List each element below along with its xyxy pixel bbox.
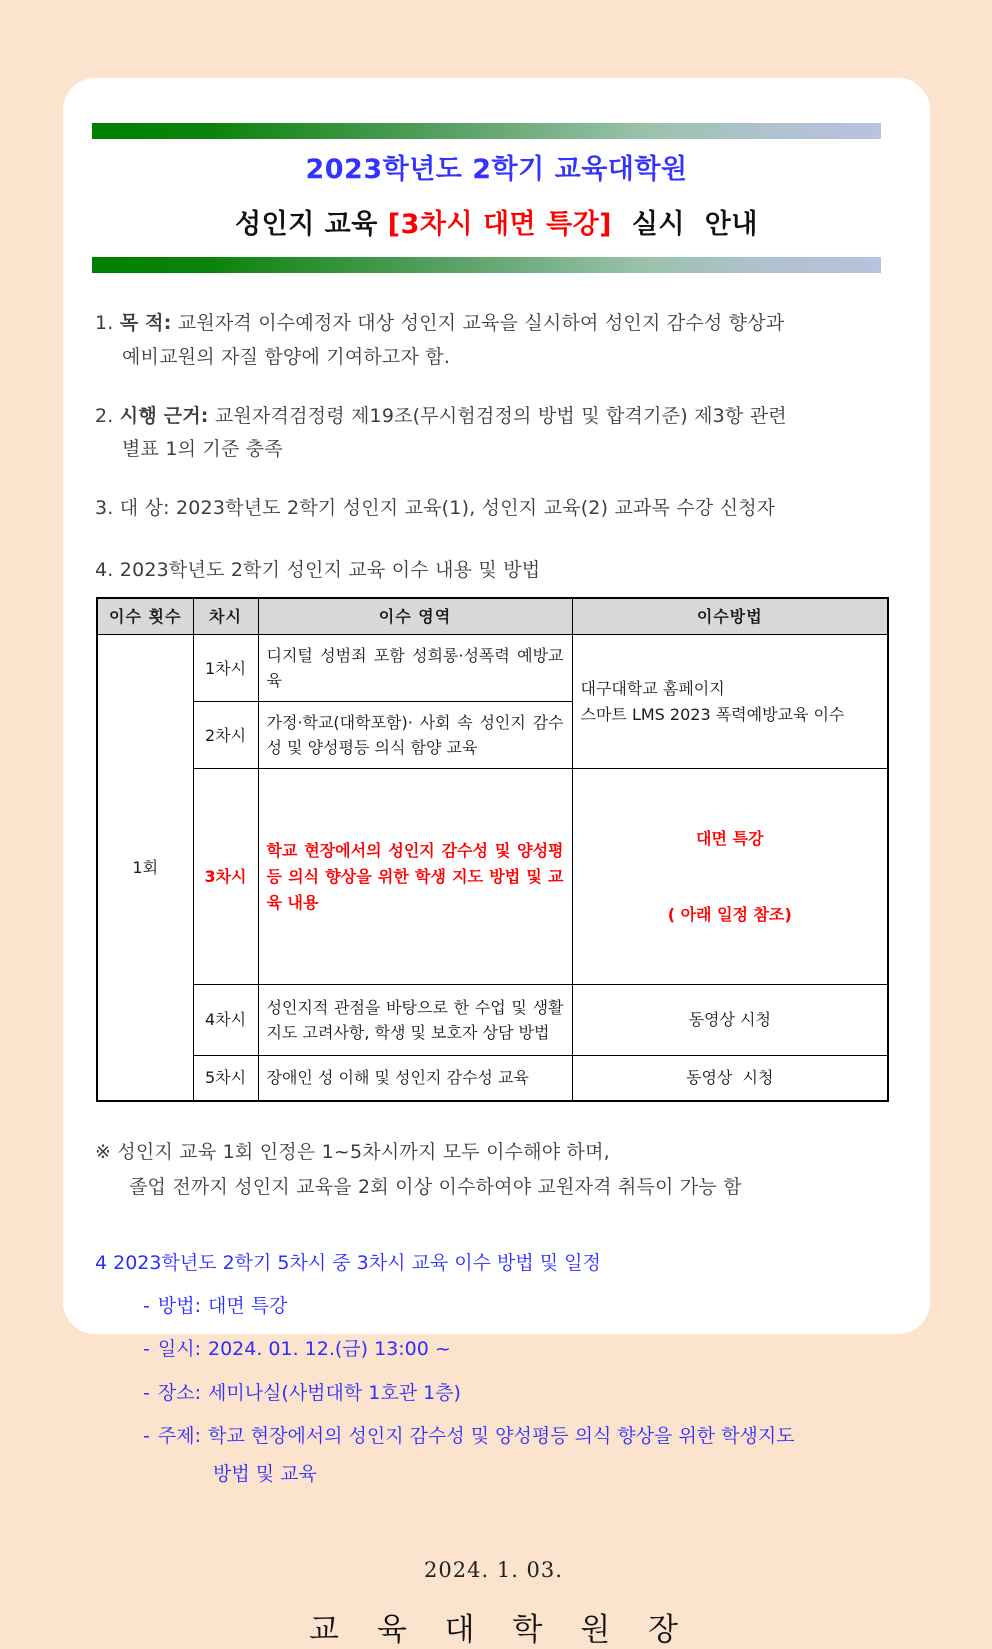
section-purpose xyxy=(95,307,892,375)
session-2-area: 가정·학교(대학포함)· 사회 속 성인지 감수성 및 양성평등 의식 함양 교육 xyxy=(258,702,572,769)
table-row-session-5 xyxy=(97,1056,888,1102)
note-line2: 졸업 전까지 성인지 교육을 2회 이상 이수하여야 교원자격 취득이 가능 함 xyxy=(129,1176,742,1199)
session-4-label: 4차시 xyxy=(193,985,258,1056)
education-completion-table xyxy=(96,597,889,1102)
col-header-area: 이수 영역 xyxy=(258,598,572,635)
schedule-block xyxy=(95,1248,892,1490)
section-basis-line1 xyxy=(95,400,892,434)
session-4-area: 성인지적 관점을 바탕으로 한 수업 및 생활지도 고려사항, 학생 및 보호자 상담 방법 xyxy=(258,985,572,1056)
table-row-session-3 xyxy=(97,769,888,985)
schedule-item-datetime xyxy=(95,1334,892,1364)
section-purpose-line1 xyxy=(95,307,892,341)
document-date: 2024. 1. 03. xyxy=(424,1557,563,1582)
schedule-item-method xyxy=(95,1291,892,1321)
section-target-line1 xyxy=(95,492,892,526)
schedule-item-place xyxy=(95,1378,892,1408)
col-header-session: 차시 xyxy=(193,598,258,635)
header-gradient-bar-top xyxy=(92,123,881,139)
session-1-area: 디지털 성범죄 포함 성희롱·성폭력 예방교육 xyxy=(258,635,572,702)
section-target-label: 대 상: xyxy=(119,497,170,520)
table-row-session-1 xyxy=(97,635,888,702)
signature-title: 교 육 대 학 원 장 xyxy=(309,1611,692,1648)
section-purpose-label: 목 적: xyxy=(119,312,172,334)
section-purpose-number: 1. xyxy=(95,312,114,334)
session-5-label: 5차시 xyxy=(193,1056,258,1102)
section-target-number: 3. xyxy=(95,497,114,520)
method-session-1-2-line1: 대구대학교 홈페이지 xyxy=(580,679,725,699)
section-method-number: 4. xyxy=(95,559,114,582)
section-target-text1: 2023학년도 2학기 성인지 교육(1), 성인지 교육(2) 교과목 수강 신청자 xyxy=(175,497,776,520)
dash-bullet: - xyxy=(143,1294,150,1317)
schedule-item-topic-value: 학교 현장에서의 성인지 감수성 및 양성평등 의식 향상을 위한 학생지도 xyxy=(207,1425,795,1448)
section-target xyxy=(95,492,892,526)
schedule-item-topic-label: 주제: xyxy=(157,1425,201,1448)
session-2-label: 2차시 xyxy=(193,702,258,769)
session-3-area: 학교 현장에서의 성인지 감수성 및 양성평등 의식 향상을 위한 학생 지도 방법 및 교육 내용 xyxy=(258,769,572,985)
document-title-line1: 2023학년도 2학기 교육대학원 xyxy=(305,154,688,185)
dash-bullet: - xyxy=(143,1338,150,1361)
method-session-4: 동영상 시청 xyxy=(572,985,888,1056)
header-gradient-bar-bottom xyxy=(92,257,881,273)
title-line2-suffix: 실시 안내 xyxy=(612,209,758,240)
section-basis-label: 시행 근거: xyxy=(119,404,209,427)
col-header-method: 이수방법 xyxy=(572,598,888,635)
title-line2-prefix: 성인지 교육 xyxy=(235,209,388,240)
section-basis-text2: 별표 1의 기준 충족 xyxy=(122,438,283,461)
method-session-1-2 xyxy=(572,635,888,769)
session-3-label: 3차시 xyxy=(193,769,258,985)
document-title-line2 xyxy=(63,202,930,241)
schedule-heading: 4 2023학년도 2학기 5차시 중 3차시 교육 이수 방법 및 일정 xyxy=(95,1251,601,1274)
section-method-text: 2023학년도 2학기 성인지 교육 이수 내용 및 방법 xyxy=(119,559,541,582)
table-row-session-4 xyxy=(97,985,888,1056)
schedule-item-method-label: 방법: xyxy=(157,1294,201,1317)
section-purpose-text1: 교원자격 이수예정자 대상 성인지 교육을 실시하여 성인지 감수성 향상과 xyxy=(177,312,785,334)
method-session-3 xyxy=(572,769,888,985)
schedule-item-place-value: 세미나실(사범대학 1호관 1층) xyxy=(207,1381,461,1404)
method-session-1-2-line2: 스마트 LMS 2023 폭력예방교육 이수 xyxy=(580,704,845,724)
schedule-item-datetime-label: 일시: xyxy=(157,1338,201,1361)
title-line2-highlight: [3차시 대면 특강] xyxy=(387,209,613,240)
col-header-count: 이수 횟수 xyxy=(97,598,193,635)
session-5-area: 장애인 성 이해 및 성인지 감수성 교육 xyxy=(258,1056,572,1102)
session-1-label: 1차시 xyxy=(193,635,258,702)
schedule-item-method-value: 대면 특강 xyxy=(207,1294,288,1317)
dash-bullet: - xyxy=(143,1381,150,1404)
section-purpose-text2: 예비교원의 자질 함양에 기여하고자 함. xyxy=(122,345,451,368)
method-session-3-line1: 대면 특강 xyxy=(696,828,764,848)
section-basis xyxy=(95,400,892,468)
section-basis-text1: 교원자격검정령 제19조(무시험검정의 방법 및 합격기준) 제3항 관련 xyxy=(214,404,787,427)
schedule-item-topic-value2: 방법 및 교육 xyxy=(213,1463,317,1486)
section-basis-number: 2. xyxy=(95,404,114,427)
section-method-heading-line1 xyxy=(95,554,892,588)
note-line1: ※ 성인지 교육 1회 인정은 1~5차시까지 모두 이수해야 하며, xyxy=(95,1141,610,1164)
table-header-row xyxy=(97,598,888,635)
section-method-heading xyxy=(95,554,892,588)
method-session-5: 동영상 시청 xyxy=(572,1056,888,1102)
schedule-item-place-label: 장소: xyxy=(157,1381,201,1404)
method-session-3-line2: ( 아래 일정 참조) xyxy=(667,905,792,925)
schedule-item-datetime-value: 2024. 01. 12.(금) 13:00 ~ xyxy=(207,1338,451,1361)
count-cell: 1회 xyxy=(97,635,193,1101)
dash-bullet: - xyxy=(143,1425,150,1448)
schedule-item-topic xyxy=(95,1421,892,1451)
document-panel xyxy=(63,78,930,1648)
note-block xyxy=(95,1135,892,1205)
